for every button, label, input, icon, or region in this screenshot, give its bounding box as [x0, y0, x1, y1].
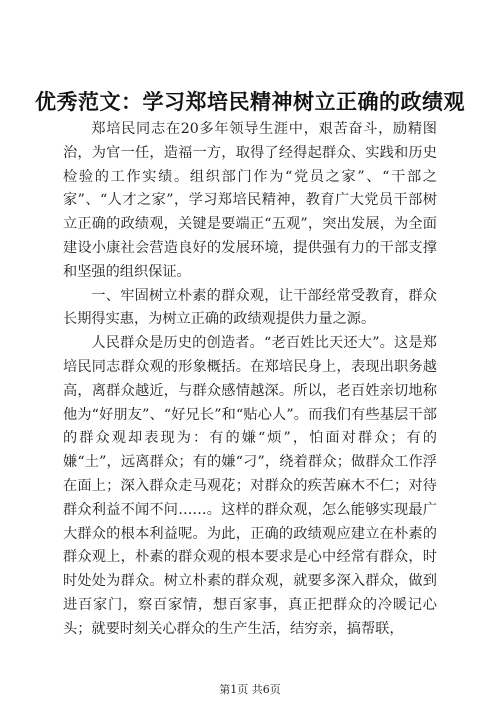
- paragraph: 一、牢固树立朴素的群众观，让干部经常受教育，群众长期得实惠，为树立正确的政绩观提供力量之源。: [63, 287, 437, 328]
- paragraph: 人民群众是历史的创造者。“老百姓比天还大”。这是郑培民同志群众观的形象概括。在郑培民身上，表现出职务越高，离群众越近，与群众感情越深。所以，老百姓亲切地称他为“好朋友”、“好兄长”和“贴心人”。而我们有些基层干部的群众观却表现为：有的嫌“烦”，怕面对群众；有的嫌“土”，远离群众；有的嫌“刁”，绕着群众；做群众工作浮在面上；深入群众走马观花；对群众的疾苦麻木不仁；对待群众利益不闻不问……。这样的群众观，怎么能够实现最广大群众的根本利益呢。为此，正确的政绩观应建立在朴素的群众观上，朴素的群众观的根本要求是心中经常有群众，时时处处为群众。树立朴素的群众观，就要多深入群众，做到进百家门，察百家情，想百家事，真正把群众的冷暖记心头；就要时刻关心群众的生产生活，结穷亲，搞帮联，: [63, 335, 437, 637]
- page-number-footer: 第1页 共6页: [219, 683, 281, 696]
- document-body: [63, 118, 437, 642]
- document-title: 优秀范文：学习郑培民精神树立正确的政绩观: [35, 89, 465, 114]
- paragraph: 郑培民同志在20多年领导生涯中，艰苦奋斗，励精图治，为官一任，造福一方，取得了经得起群众、实践和历史检验的工作实绩。组织部门作为“党员之家”、“干部之家”、“人才之家”，学习郑培民精神，教育广大党员干部树立正确的政绩观，关键是要端正“五观”，突出发展，为全面建设小康社会营造良好的发展环境，提供强有力的干部支撑和坚强的组织保证。: [63, 121, 437, 280]
